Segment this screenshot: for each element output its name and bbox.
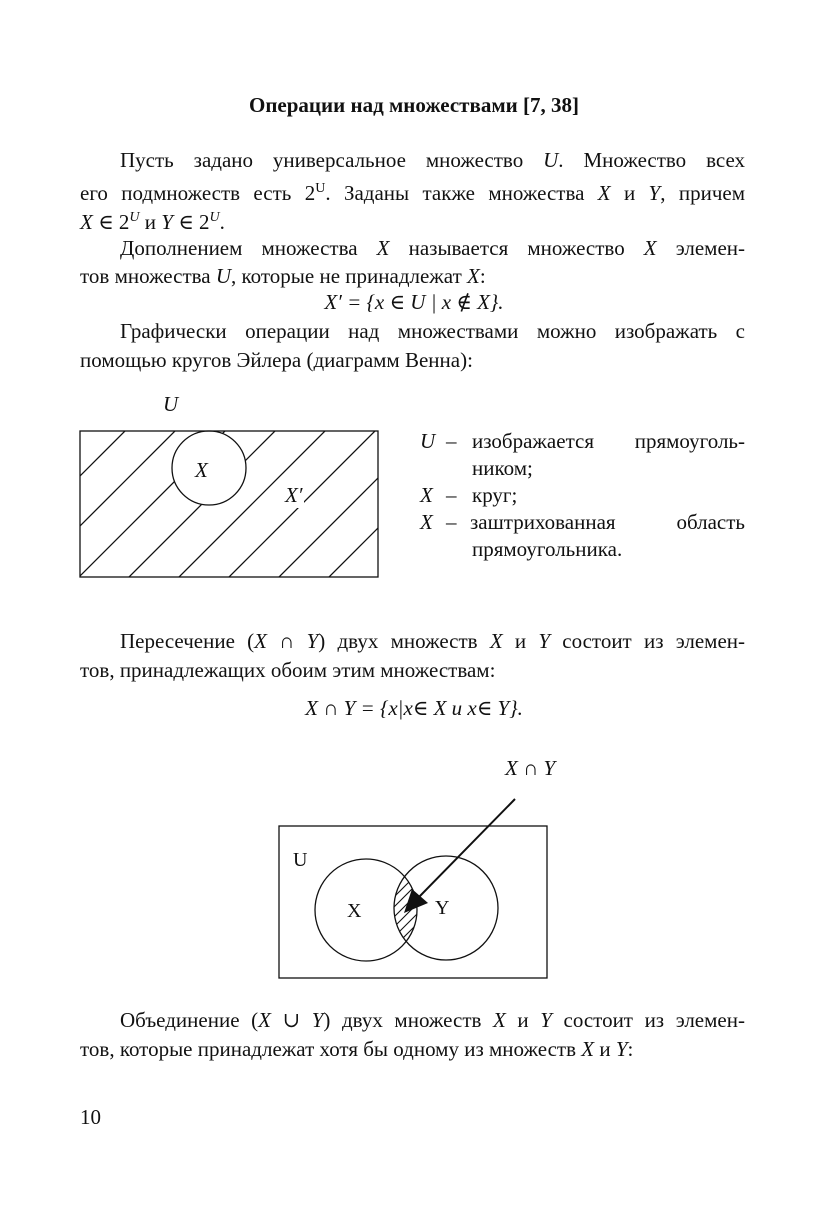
complement-venn-diagram [78,428,382,580]
arrow-label: X ∩ Y [505,756,556,780]
legend-row3-symbol: X [420,510,433,534]
para1-line1: Пусть задано универсальное множество U. Множество всех [120,148,746,172]
legend-row2-text: круг; [472,483,518,507]
para1-line2: его подмножеств есть $2^U$. Заданы также множества X и Y, причем [80,181,745,205]
set-x-circle [172,431,246,505]
para5-line2: тов, которые принадлежат хотя бы одному из множеств X и Y: [80,1037,634,1061]
hatching [78,428,382,578]
legend-row2-dash: – [446,483,457,507]
para2-line2: тов множества U, которые не принадлежат X: [80,264,486,288]
legend-row3-dash: – [446,510,457,534]
diagram2-x-label: X [347,900,362,922]
intersection-formula: X ∩ Y = {x|x∈ X и x∈ Y}. [305,696,523,720]
diagram1-xprime-label: X′ [285,483,303,507]
universe-rectangle [80,431,378,577]
legend-row2-symbol: X [420,483,433,507]
para4-line2: тов, принадлежащих обоим этим множествам: [80,658,496,682]
para3-line1: Графически операции над множествами можно изображать с [120,319,745,343]
diagram1-x-label: X [195,458,208,482]
para2-line1: Дополнением множества X называется множество X элемен- [120,236,745,260]
para5-line1: Объединение (X ∪ Y) двух множеств X и Y состоит из элемен- [120,1008,745,1032]
para4-line1: Пересечение (X ∩ Y) двух множеств X и Y состоит из элемен- [120,629,745,653]
legend-row1-symbol: U [420,429,436,453]
diagram1-u-label: U [163,392,179,416]
para3-line2: помощью кругов Эйлера (диаграмм Венна): [80,348,473,372]
legend-row1-dash: – [446,429,457,453]
para1-line3: X ∈ $2^U$ и Y ∈ $2^U$. [80,210,225,234]
legend-row3-text: заштрихованная область [470,510,745,534]
complement-formula: X′ = {x ∈ U | x ∉ X}. [324,290,504,314]
intersection-venn-diagram [276,795,552,981]
diagram2-u-label: U [293,849,308,871]
legend-row1-continuation: ником; [472,456,533,480]
page-title: Операции над множествами [7, 38] [249,93,579,117]
intersection-hatching [376,835,436,975]
arrow-line [419,799,515,897]
page-number: 10 [80,1105,101,1129]
legend-row3-continuation: прямоугольника. [472,537,623,561]
legend-row1-text: изображается прямоуголь- [472,429,745,453]
diagram2-y-label: Y [435,897,450,919]
